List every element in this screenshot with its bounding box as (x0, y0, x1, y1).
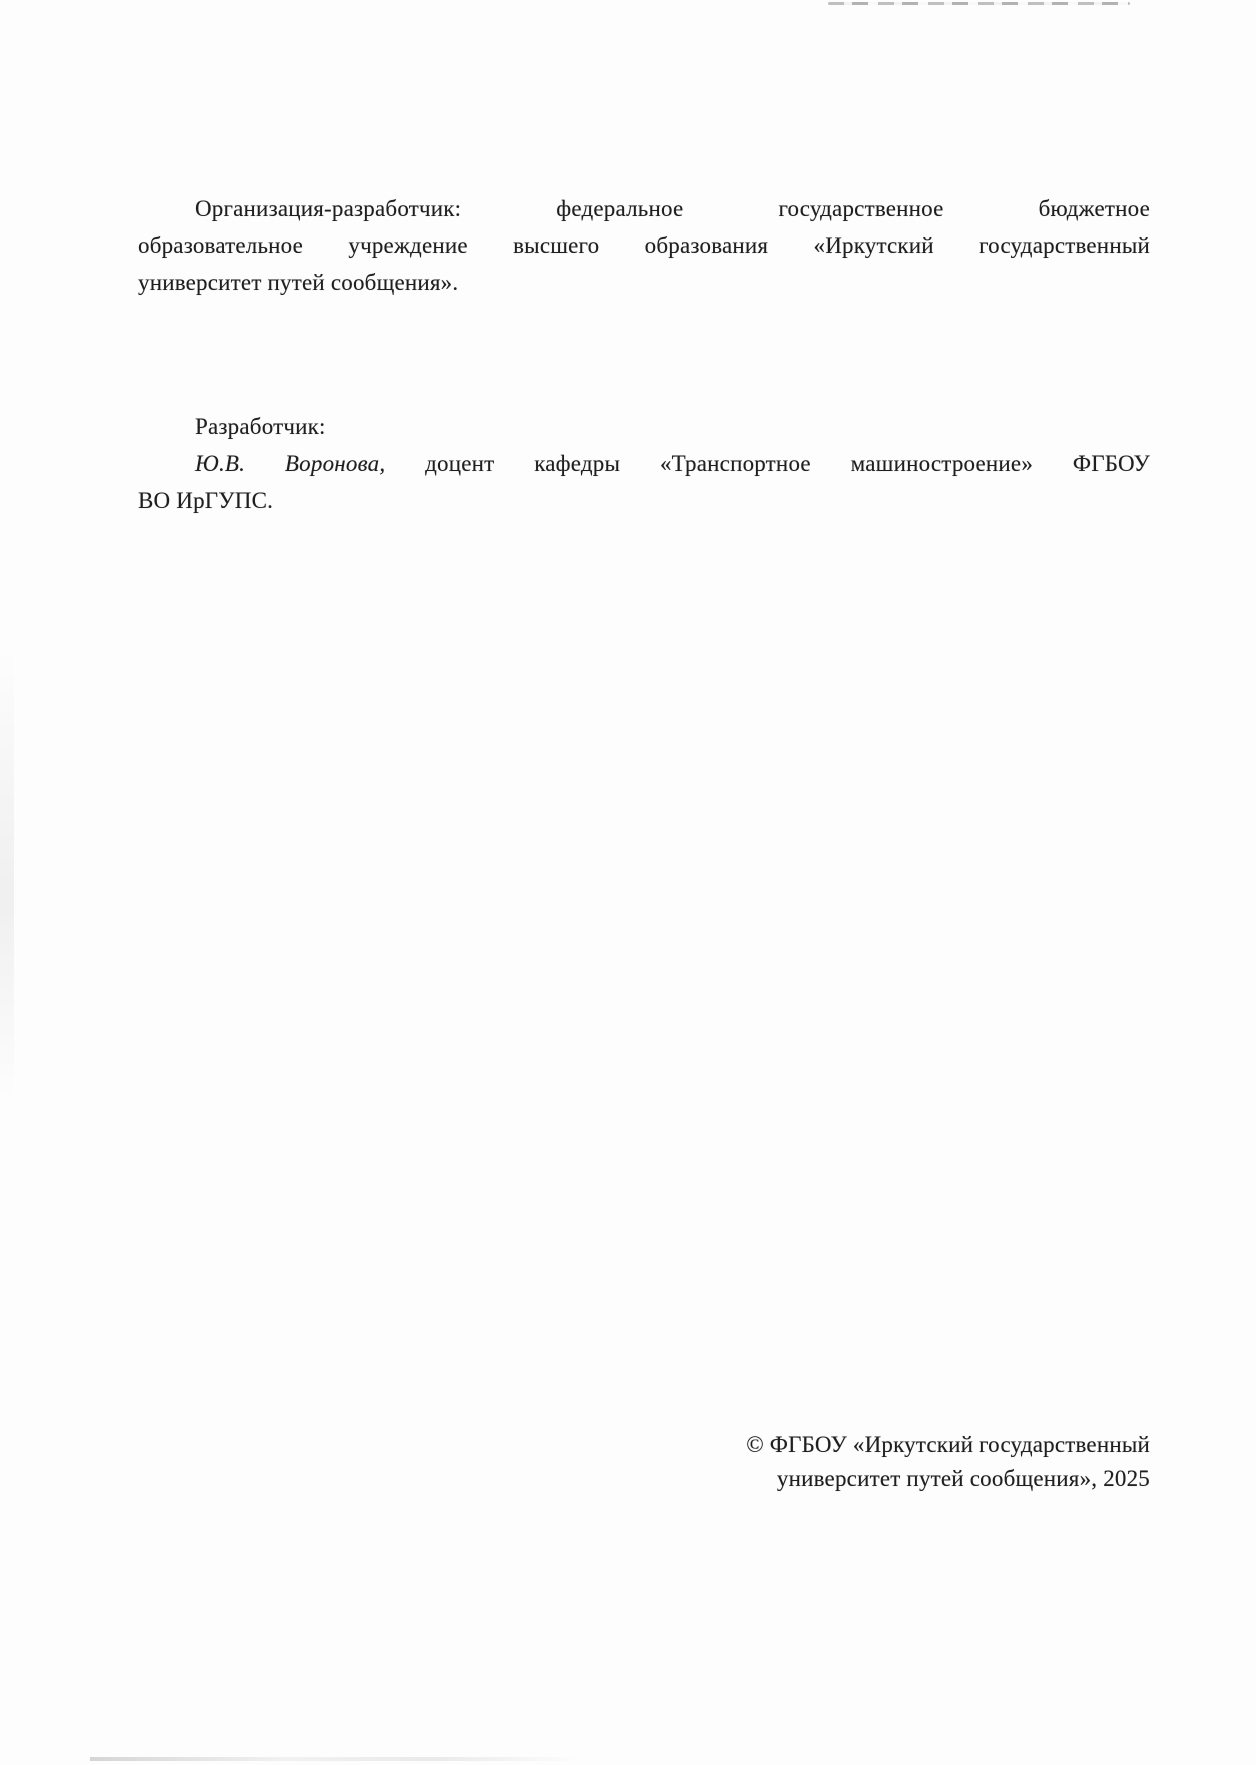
organization-line-1: Организация-разработчик: федеральное государственное бюджетное (195, 196, 1150, 221)
copyright-block (138, 1428, 1150, 1496)
scan-artifact-bottom (90, 1757, 580, 1761)
developer-line-2: ВО ИрГУПС. (138, 488, 274, 513)
copyright-line-1: © ФГБОУ «Иркутский государственный (746, 1432, 1150, 1457)
scan-artifact-top (828, 2, 1130, 5)
developer-heading: Разработчик: (195, 414, 326, 439)
developer-role: доцент кафедры «Транспортное машиностроение» ФГБОУ (385, 451, 1150, 476)
organization-line-2: образовательное учреждение высшего образования «Иркутский государственный (138, 233, 1150, 258)
developer-name-line (138, 445, 1150, 482)
organization-line-3: университет путей сообщения». (138, 270, 459, 295)
copyright-line-2: университет путей сообщения», 2025 (776, 1466, 1150, 1491)
organization-paragraph (138, 190, 1150, 301)
scan-artifact-left-edge (0, 650, 14, 1100)
developer-block (138, 408, 1150, 519)
developer-name: Ю.В. Воронова, (195, 451, 386, 476)
